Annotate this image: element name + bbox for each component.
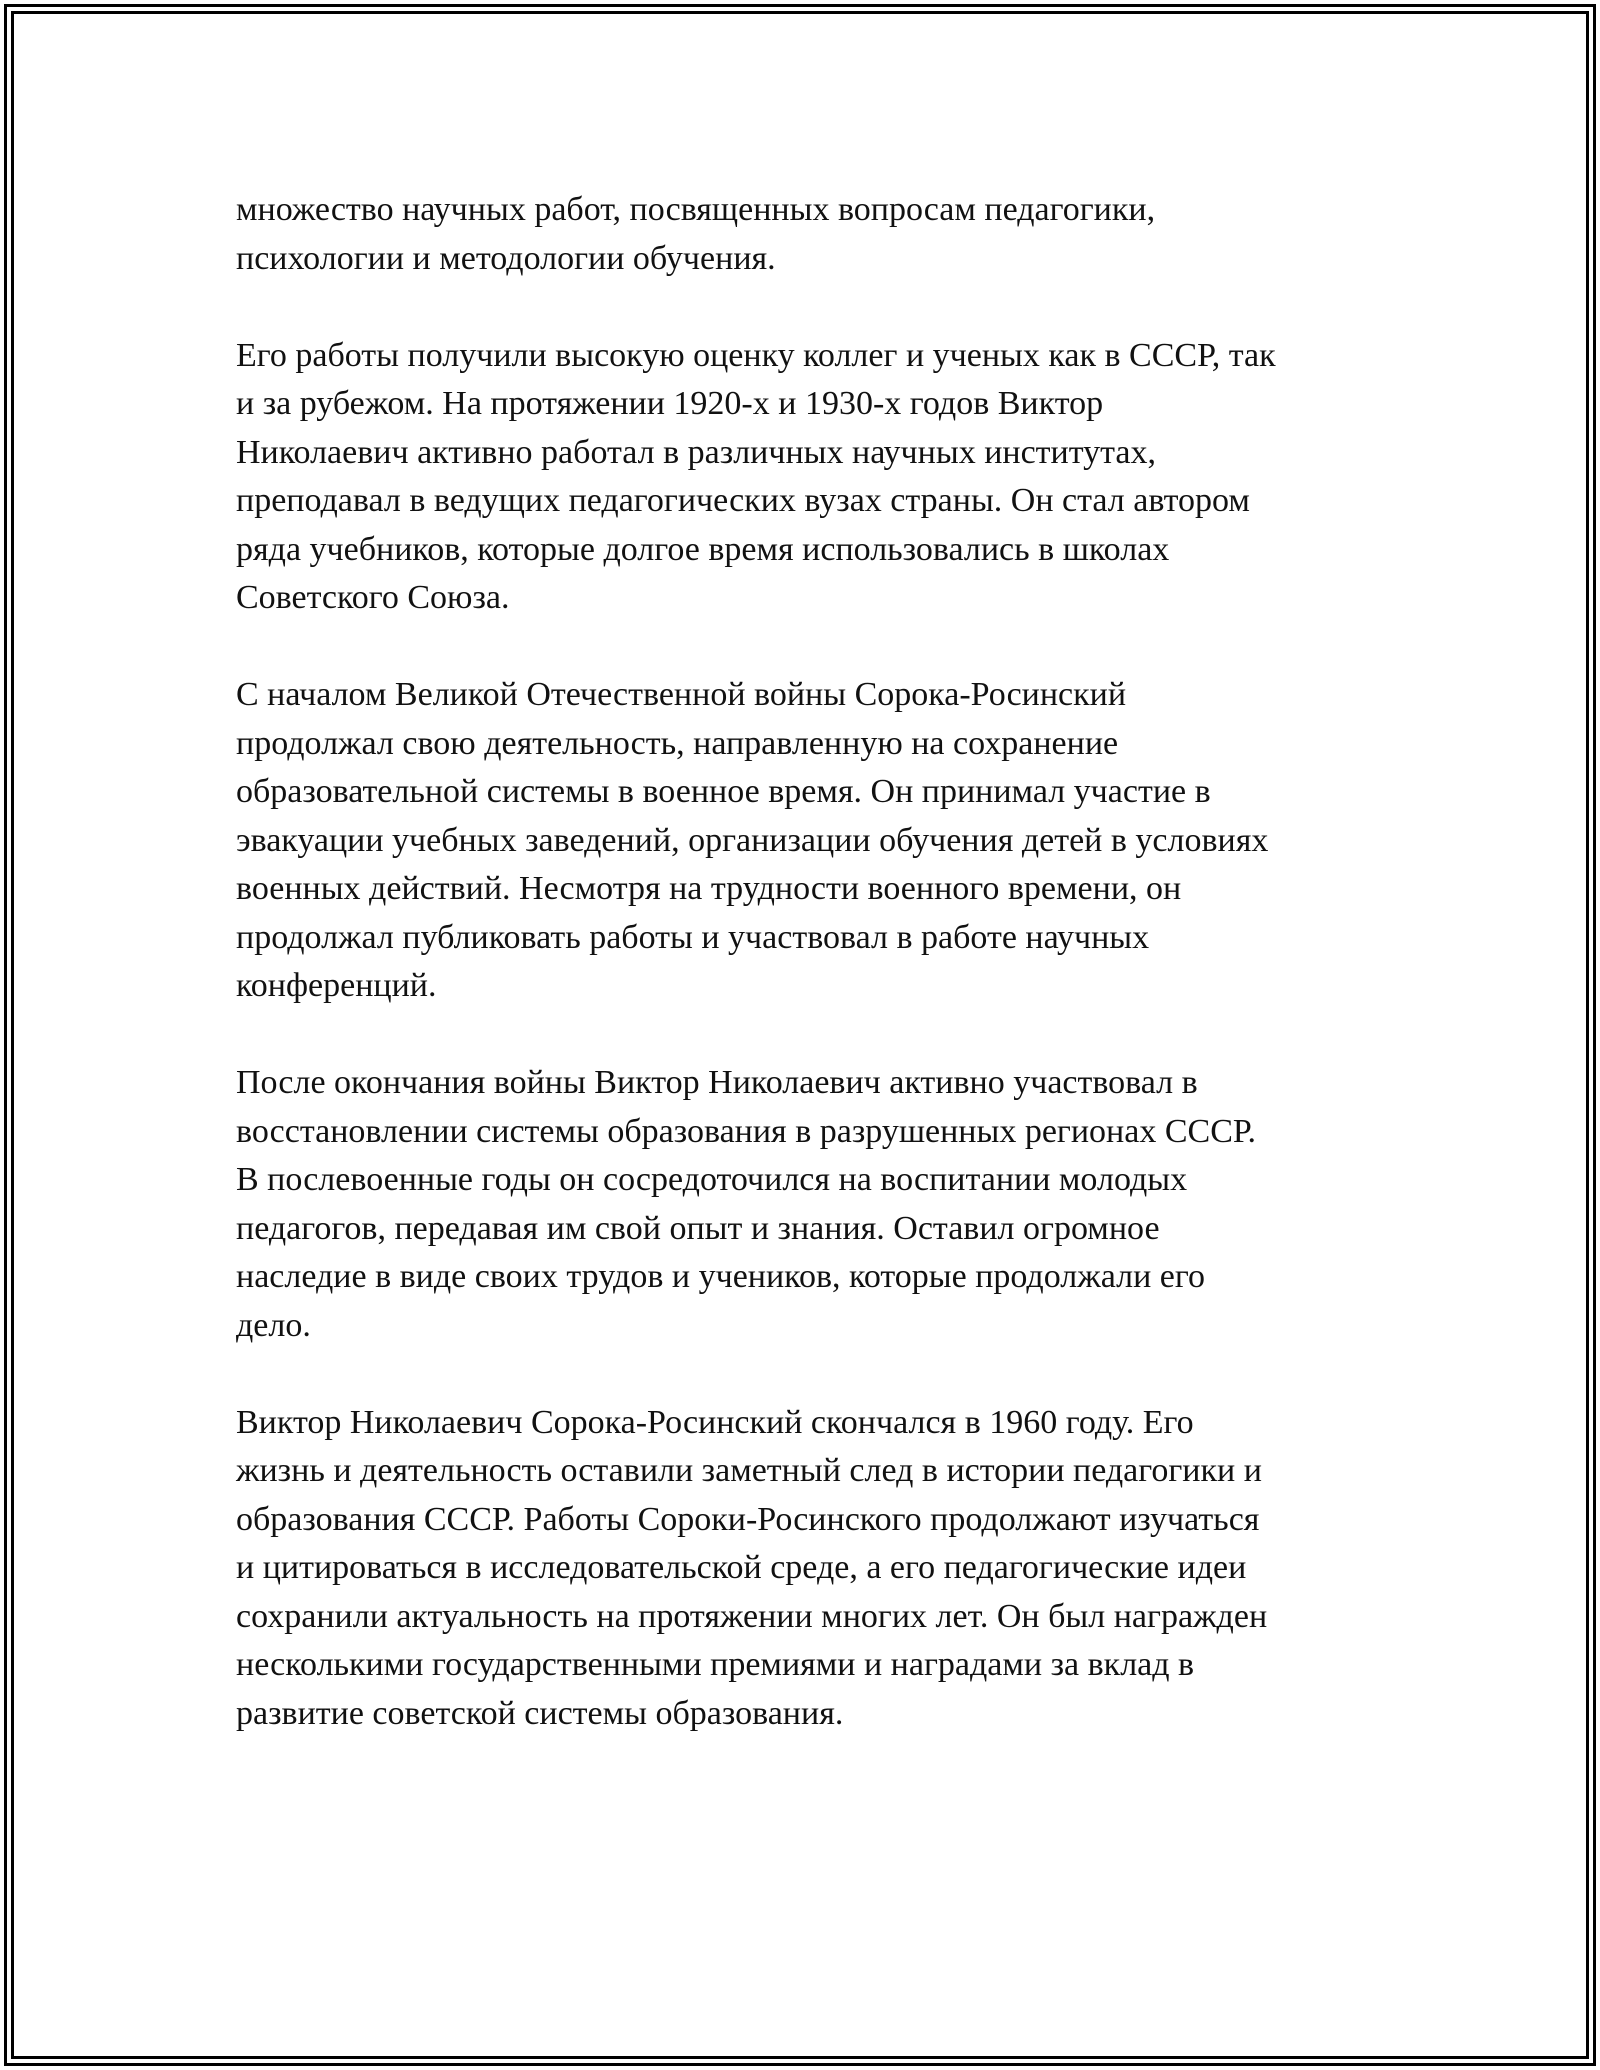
text-line: ряда учебников, которые долгое время использовались в школах (236, 530, 1170, 568)
text-line: несколькими государственными премиями и наградами за вклад в (236, 1646, 1195, 1683)
text-line: педагогов, передавая им свой опыт и знания. Оставил огромное (236, 1209, 1160, 1247)
text-line: дело. (236, 1306, 311, 1344)
text-line: С началом Великой Отечественной войны Сорока-Росинский (236, 676, 1127, 713)
text-line: Его работы получили высокую оценку коллег и ученых как в СССР, так (236, 336, 1276, 374)
text-line: преподавал в ведущих педагогических вузах страны. Он стал автором (236, 482, 1250, 519)
text-line: наследие в виде своих трудов и учеников, которые продолжали его (236, 1258, 1205, 1295)
text-line: множество научных работ, посвященных вопросам педагогики, (236, 191, 1156, 228)
text-line: Советского Союза. (236, 579, 510, 616)
text-line: жизнь и деятельность оставили заметный след в истории педагогики и (236, 1452, 1262, 1489)
text-line: восстановлении системы образования в разрушенных регионах СССР. (236, 1112, 1257, 1150)
text-line: и цитироваться в исследовательской среде, а его педагогические идеи (236, 1549, 1247, 1586)
text-line: В послевоенные годы он сосредоточился на воспитании молодых (236, 1161, 1188, 1198)
text-line: образования СССР. Работы Сороки-Росинского продолжают изучаться (236, 1500, 1260, 1538)
paragraph-4 (236, 1059, 1376, 1350)
text-line: военных действий. Несмотря на трудности военного времени, он (236, 870, 1182, 907)
paragraph-3 (236, 671, 1376, 1011)
text-line: образовательной системы в военное время. Он принимал участие в (236, 773, 1211, 810)
paragraph-5 (236, 1399, 1376, 1739)
text-line: После окончания войны Виктор Николаевич активно участвовал в (236, 1064, 1198, 1101)
text-line: продолжал публиковать работы и участвовал в работе научных (236, 918, 1150, 956)
text-line: психологии и методологии обучения. (236, 239, 776, 277)
text-line: и за рубежом. На протяжении 1920-х и 1930-х годов Виктор (236, 385, 1104, 422)
paragraph-1 (236, 186, 1376, 283)
text-line: Николаевич активно работал в различных научных институтах, (236, 433, 1157, 471)
text-line: развитие советской системы образования. (236, 1694, 844, 1732)
text-line: эвакуации учебных заведений, организации обучения детей в условиях (236, 821, 1269, 859)
text-line: сохранили актуальность на протяжении многих лет. Он был награжден (236, 1597, 1268, 1635)
paragraph-2 (236, 332, 1376, 623)
text-line: конференций. (236, 967, 437, 1004)
text-line: продолжал свою деятельность, направленную на сохранение (236, 724, 1119, 762)
document-body (236, 186, 1376, 1787)
text-line: Виктор Николаевич Сорока-Росинский скончался в 1960 году. Его (236, 1403, 1194, 1441)
